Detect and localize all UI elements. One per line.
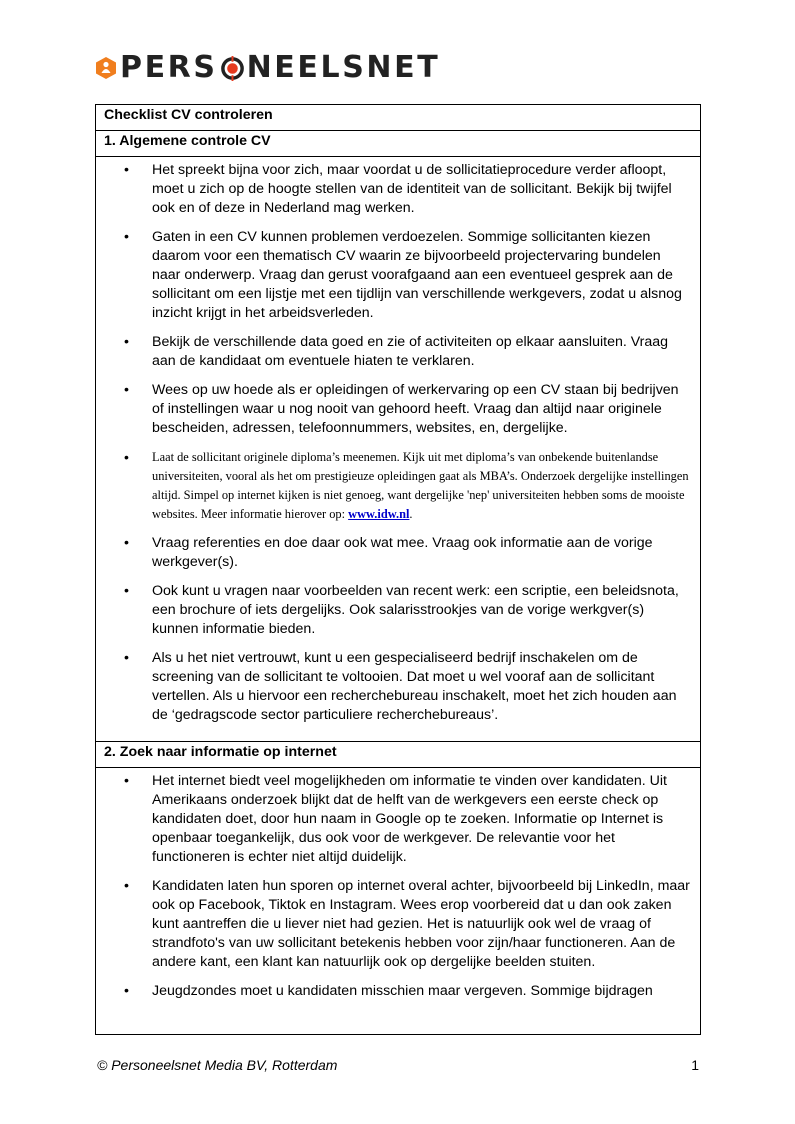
bullet: • — [124, 583, 129, 599]
logo-wordmark — [120, 50, 441, 85]
section2-body-row — [96, 768, 701, 1035]
list-item: • Het internet biedt veel mogelijkheden om informatie te vinden over kandidaten. Uit Amerikaans onderzoek blijkt dat de helft van de werkgevers een eerste check op kandidaten doet, door hun naam in Google op te zoeken. Informatie op Internet is openbaar toegankelijk, dus ook voor de werkgever. De relevantie voor het functioneren is echter niet altijd duidelijk. — [124, 773, 667, 865]
bullet: • — [124, 449, 129, 465]
section2-heading-row — [96, 742, 701, 768]
list-item: • Kandidaten laten hun sporen op internet overal achter, bijvoorbeeld bij LinkedIn, maar ook op Facebook, Tiktok en Instagram. Wees erop voorbereid dat u dan ook zaken kunt aantreffen die u liever niet had gezien. Het is natuurlijk ook wel de vraag of strandfoto's van uw sollicitant betekenis hebben voor zijn/haar functioneren. Aan de andere kant, een klant kan natuurlijk ook op dergelijke beelden stuiten. — [124, 878, 690, 970]
logo-badge-icon — [95, 56, 117, 80]
section1-list — [96, 157, 700, 741]
section2-clip — [96, 768, 700, 1034]
list-item: • Wees op uw hoede als er opleidingen of werkervaring op een CV staan bij bedrijven of instellingen waar u nog nooit van gehoord heeft. Vraag dan altijd naar originele bescheiden, adressen, telefoonnummers, websites, en, dergelijke. — [124, 382, 679, 436]
footer-copyright: © Personeelsnet Media BV, Rotterdam — [97, 1057, 338, 1073]
section2-heading: 2. Zoek naar informatie op internet — [104, 744, 337, 760]
bullet: • — [124, 382, 129, 398]
logo-text-start: PERS — [120, 50, 218, 85]
list-item: • Als u het niet vertrouwt, kunt u een gespecialiseerd bedrijf inschakelen om de screening van de sollicitant te voltooien. Dat moet u wel vooraf aan de sollicitant vertellen. Als u hiervoor een recherchebureau inschakelt, moet het zich houden aan de ‘gedragscode sector particuliere recherchebureaus’. — [124, 650, 677, 723]
bullet: • — [124, 334, 129, 350]
section1-heading-row — [96, 131, 701, 157]
logo-target-icon — [220, 56, 245, 81]
checklist-table — [95, 104, 701, 1035]
bullet: • — [124, 229, 129, 245]
personeelsnet-logo — [95, 50, 440, 86]
list-item: • Het spreekt bijna voor zich, maar voordat u de sollicitatieprocedure verder afloopt, moet u zich op de hoogte stellen van de identiteit van de sollicitant. Bekijk bij twijfel ook en of deze in Nederland mag werken. — [124, 162, 672, 216]
bullet: • — [124, 650, 129, 666]
list-item: • Vraag referenties en doe daar ook wat mee. Vraag ook informatie aan de vorige werkgever(s). — [124, 535, 653, 570]
page-number: 1 — [691, 1057, 699, 1073]
list-item: • Laat de sollicitant originele diploma’s meenemen. Kijk uit met diploma’s van onbekende buitenlandse universiteiten, vooral als het om prestigieuze opleidingen gaat als MBA’s. Onderzoek dergelijke instellingen altijd. Simpel op internet kijken is niet genoeg, want dergelijke 'nep' universiteiten hebben soms de mooiste websites. Meer informatie hierover op: www.idw.nl. — [124, 449, 689, 521]
list-item: • Bekijk de verschillende data goed en zie of activiteiten op elkaar aansluiten. Vraag aan de kandidaat om eventuele hiaten te verklaren. — [124, 334, 669, 369]
idw-link[interactable]: www.idw.nl — [348, 507, 410, 521]
section2-list — [96, 768, 700, 1007]
title-row — [96, 105, 701, 131]
bullet: • — [124, 983, 129, 999]
list-item: • Gaten in een CV kunnen problemen verdoezelen. Sommige sollicitanten kiezen daarom voor een thematisch CV waarin ze bijvoorbeeld projectervaring bundelen naar onderwerp. Vraag dan gerust voorafgaand aan een eventueel gesprek aan de sollicitant om een lijstje met een tijdlijn van verschillende werkgevers, zodat u alsnog inzicht krijgt in het arbeidsverleden. — [124, 229, 682, 321]
list-item: • Jeugdzondes moet u kandidaten misschien maar vergeven. Sommige bijdragen — [124, 983, 653, 999]
list-item: • Ook kunt u vragen naar voorbeelden van recent werk: een scriptie, een beleidsnota, een brochure of iets dergelijks. Ook salarisstrookjes van de vorige werkgver(s) kunnen informatie bieden. — [124, 583, 679, 637]
bullet: • — [124, 162, 129, 178]
bullet: • — [124, 878, 129, 894]
section1-body-row — [96, 157, 701, 742]
page-footer — [97, 1057, 699, 1073]
logo-text-end: NEELSNET — [246, 50, 441, 85]
bullet: • — [124, 773, 129, 789]
checklist-title: Checklist CV controleren — [104, 107, 273, 123]
bullet: • — [124, 535, 129, 551]
section1-heading: 1. Algemene controle CV — [104, 133, 271, 149]
